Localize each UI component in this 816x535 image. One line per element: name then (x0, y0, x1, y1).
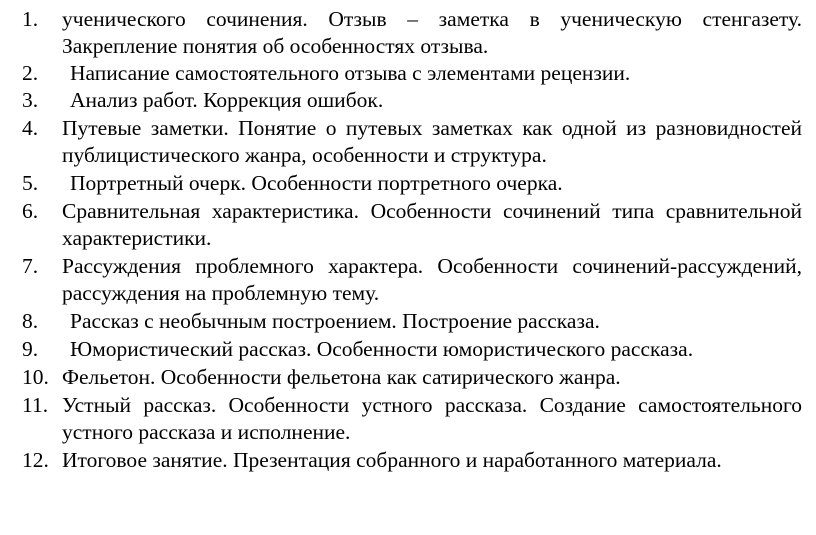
list-item (22, 447, 802, 474)
list-item (22, 170, 802, 197)
list-item-number: 1. (22, 7, 39, 31)
list-item-text: Фельетон. Особенности фельетона как сатирического жанра. (62, 365, 621, 389)
list-item-number: 9. (22, 337, 39, 361)
list-item-text: Рассказ с необычным построением. Построение рассказа. (70, 309, 600, 333)
list-item-text: Анализ работ. Коррекция ошибок. (70, 88, 384, 112)
list-item-text: Написание самостоятельного отзыва с элементами рецензии. (70, 61, 631, 85)
list-item-number: 2. (22, 61, 39, 85)
list-item-number: 3. (22, 88, 39, 112)
list-item-text: Портретный очерк. Особенности портретного очерка. (70, 171, 563, 195)
list-item-text: Юмористический рассказ. Особенности юмористического рассказа. (70, 337, 694, 361)
list-item (22, 336, 802, 363)
list-item-text: Путевые заметки. Понятие о путевых заметках как одной из разновидностей публицистического жанра, особенности и структура. (62, 116, 802, 167)
list-item-number: 4. (22, 116, 39, 140)
list-item-number: 6. (22, 199, 39, 223)
list-item (22, 60, 802, 87)
list-item (22, 308, 802, 335)
list-item (22, 392, 802, 446)
list-item-text: Итоговое занятие. Презентация собранного и наработанного материала. (62, 448, 722, 472)
list-item (22, 364, 802, 391)
list-item-number: 5. (22, 171, 39, 195)
list-item (22, 6, 802, 60)
list-item-text: ученического сочинения. Отзыв – заметка в ученическую стенгазету. Закрепление понятия об особенностях отзыва. (62, 7, 802, 58)
list-item (22, 87, 802, 114)
list-item-number: 12. (22, 448, 49, 472)
list-item-number: 11. (22, 393, 49, 417)
list-item (22, 253, 802, 307)
list-item (22, 198, 802, 252)
list-item-number: 8. (22, 309, 39, 333)
list-item-text: Сравнительная характеристика. Особенности сочинений типа сравнительной характеристики. (62, 199, 802, 250)
list-item-text: Рассуждения проблемного характера. Особенности сочинений-рассуждений, рассуждения на проблемную тему. (62, 254, 802, 305)
list-item-number: 7. (22, 254, 39, 278)
list-item-text: Устный рассказ. Особенности устного рассказа. Создание самостоятельного устного рассказа и исполнение. (62, 393, 802, 444)
list-item (22, 115, 802, 169)
list-item-number: 10. (22, 365, 49, 389)
